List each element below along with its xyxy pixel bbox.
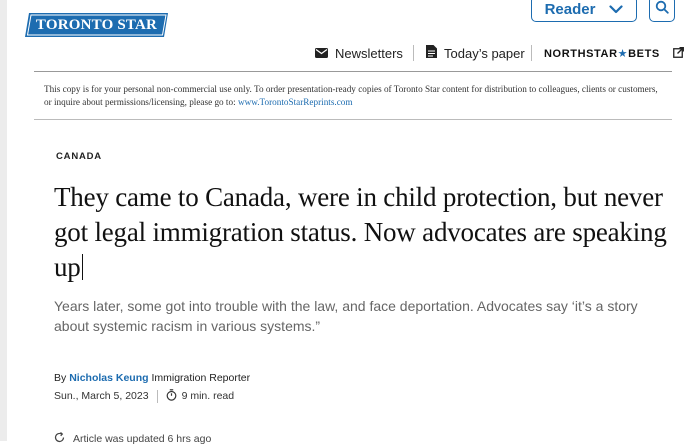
- copyright-notice-text: This copy is for your personal non-commercial use only. To order presentation-ready copies of Toronto Star content for distribution to colleagues, clients or customers, or inquire about permissions/licensing, please go to:: [44, 84, 658, 107]
- left-rail: [0, 0, 7, 441]
- newspaper-icon: [426, 45, 437, 61]
- dateline-divider: [157, 390, 158, 403]
- nav-divider: [413, 45, 414, 61]
- envelope-icon: [315, 46, 328, 61]
- external-link-icon: [673, 46, 684, 61]
- todays-paper-link[interactable]: [426, 43, 525, 63]
- dateline: [54, 389, 234, 403]
- author-link[interactable]: Nicholas Keung: [69, 372, 149, 384]
- divider-line: [34, 71, 672, 72]
- search-button[interactable]: [649, 0, 675, 22]
- read-time-label: 9 min. read: [181, 390, 235, 402]
- newsletters-link[interactable]: [315, 43, 403, 63]
- search-icon: [655, 0, 669, 19]
- toronto-star-logo[interactable]: [25, 13, 168, 37]
- star-icon: ★: [617, 47, 629, 60]
- logo-text: TORONTO STAR: [35, 17, 158, 33]
- article-updated: [54, 432, 211, 446]
- headline-text: They came to Canada, were in child protection, but never got legal immigration status. Now advocates are speaking up: [54, 182, 667, 282]
- article-headline: [54, 180, 674, 285]
- refresh-icon: [54, 432, 65, 446]
- updated-label: Article was updated 6 hrs ago: [73, 433, 212, 445]
- nav-divider: [531, 45, 532, 61]
- article-dek: Years later, some got into trouble with the law, and face deportation. Advocates say ‘it’s a story about systemic racism in various systems.”: [54, 298, 638, 334]
- byline-prefix: By: [54, 372, 67, 384]
- read-time: [166, 389, 235, 404]
- text-cursor: [82, 254, 83, 280]
- reader-label: Reader: [544, 0, 596, 18]
- reprints-link[interactable]: www.TorontoStarReprints.com: [237, 97, 353, 107]
- publish-date: Sun., March 5, 2023: [54, 390, 149, 402]
- todays-paper-label: Today’s paper: [444, 45, 525, 61]
- newsletters-label: Newsletters: [335, 45, 403, 61]
- divider-line: [34, 119, 672, 120]
- northstar-bets-logo: NORTHSTAR★BETS: [544, 47, 660, 60]
- northstar-bets-link[interactable]: [544, 43, 684, 63]
- reader-button[interactable]: [531, 0, 637, 22]
- byline: [54, 372, 250, 384]
- chevron-down-icon: [609, 1, 623, 18]
- timer-icon: [166, 389, 177, 404]
- section-label[interactable]: CANADA: [56, 151, 102, 162]
- copyright-notice: [44, 83, 664, 109]
- top-nav: [0, 43, 700, 63]
- author-role: Immigration Reporter: [151, 372, 251, 384]
